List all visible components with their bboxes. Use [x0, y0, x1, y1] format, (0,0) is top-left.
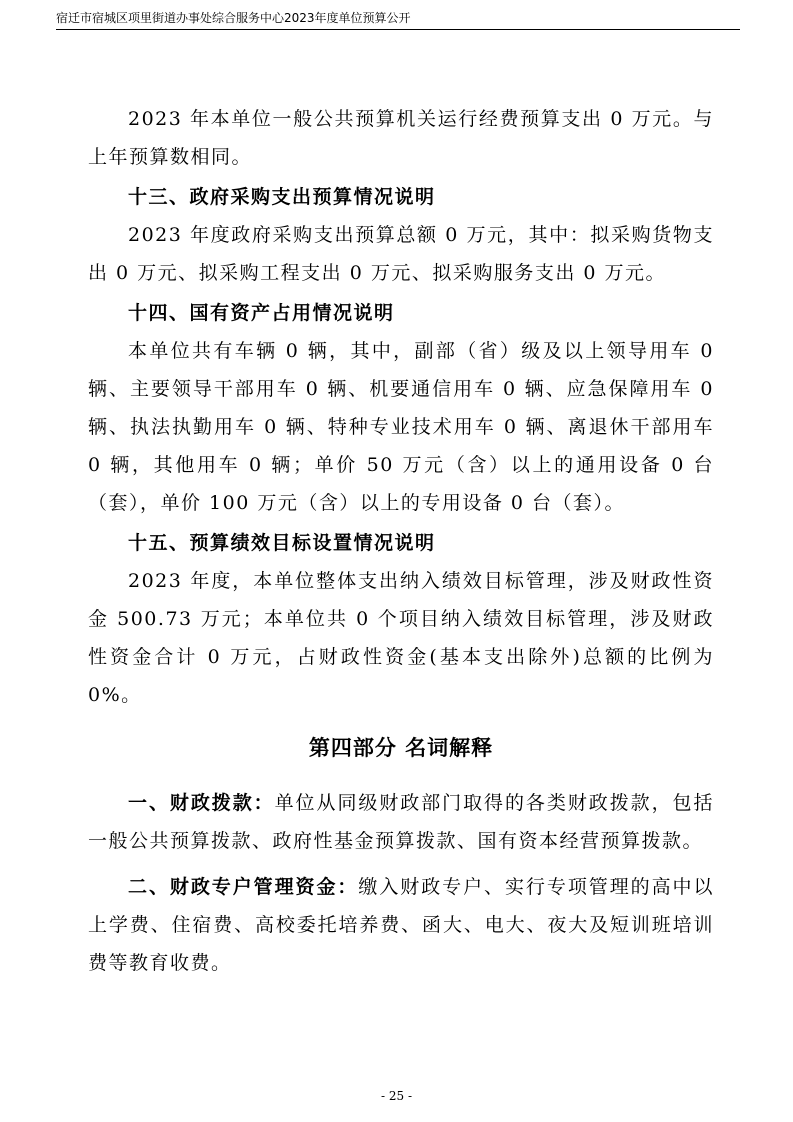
- definition-text: 缴入财政专户、实行专项管理的高中以上学费、住宿费、高校委托培养费、函大、电大、夜大及短训班培训费等教育收费。: [88, 876, 714, 974]
- header-rule: [56, 29, 740, 30]
- part-4-title: 第四部分 名词解释: [308, 736, 494, 760]
- definition-term: 二、财政专户管理资金：: [128, 876, 359, 898]
- document-body: [88, 100, 714, 990]
- page-number: - 25 -: [380, 1089, 412, 1103]
- definition-fiscal-appropriation: [88, 784, 714, 860]
- section-14-paragraph: 本单位共有车辆 0 辆，其中，副部（省）级及以上领导用车 0 辆、主要领导干部用车 0 辆、机要通信用车 0 辆、应急保障用车 0 辆、执法执勤用车 0 辆、特种专业技术用车 0 辆、离退休干部用车 0 辆，其他用车 0 辆；单价 50 万元（含）以上的通用设备 0 台（套），单价 100 万元（含）以上的专用设备 0 台（套）。: [88, 340, 714, 514]
- section-13-paragraph: 2023 年度政府采购支出预算总额 0 万元，其中：拟采购货物支出 0 万元、拟采购工程支出 0 万元、拟采购服务支出 0 万元。: [88, 224, 714, 284]
- definition-text: 单位从同级财政部门取得的各类财政拨款，包括一般公共预算拨款、政府性基金预算拨款、国有资本经营预算拨款。: [88, 792, 714, 852]
- section-15-heading: 十五、预算绩效目标设置情况说明: [128, 532, 436, 554]
- page-header: 宿迁市宿城区项里街道办事处综合服务中心2023年度单位预算公开: [56, 11, 411, 25]
- definition-term: 一、财政拨款：: [128, 792, 275, 814]
- operating-expense-paragraph: 2023 年本单位一般公共预算机关运行经费预算支出 0 万元。与上年预算数相同。: [88, 108, 714, 168]
- definition-special-account-funds: [88, 868, 714, 982]
- section-14-heading: 十四、国有资产占用情况说明: [128, 302, 395, 324]
- section-15-paragraph: 2023 年度，本单位整体支出纳入绩效目标管理，涉及财政性资金 500.73 万元；本单位共 0 个项目纳入绩效目标管理，涉及财政性资金合计 0 万元，占财政性资金(基本支出除外)总额的比例为 0%。: [88, 570, 714, 706]
- section-13-heading: 十三、政府采购支出预算情况说明: [128, 186, 436, 208]
